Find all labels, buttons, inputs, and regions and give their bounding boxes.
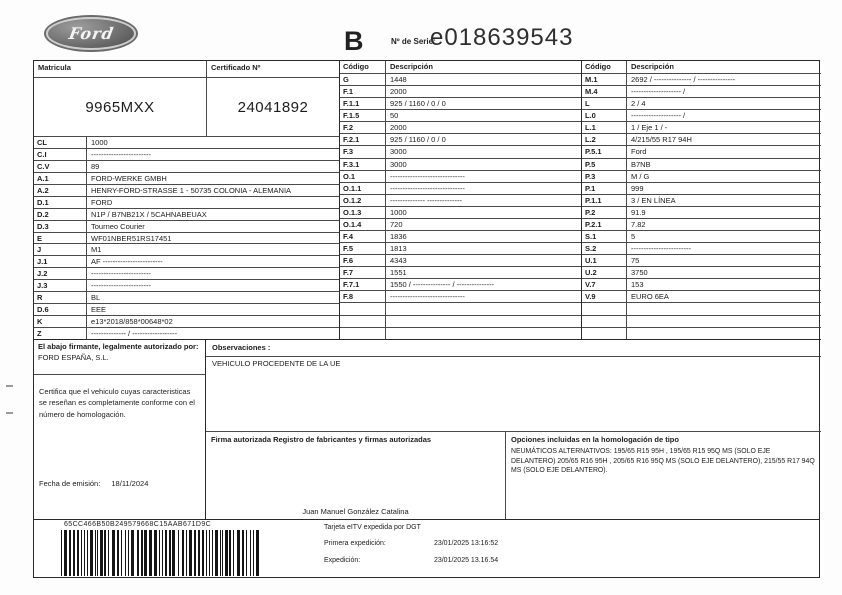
row-code: O.1.2 bbox=[340, 195, 386, 206]
row-code bbox=[340, 328, 386, 339]
table-row bbox=[34, 279, 339, 291]
row-value: -------------- / ------------------ bbox=[91, 329, 178, 338]
table-row bbox=[340, 194, 581, 206]
plate-header-row bbox=[34, 61, 339, 78]
table-row bbox=[340, 182, 581, 194]
serial-number-label: Nº de Serie: bbox=[391, 37, 436, 46]
primera-expedicion-value: 23/01/2025 13:16:52 bbox=[433, 540, 499, 547]
table-row bbox=[582, 206, 821, 218]
row-code: L.1 bbox=[582, 122, 627, 133]
row-value: 1000 bbox=[91, 138, 108, 147]
plate-value-row bbox=[34, 78, 339, 136]
table-row bbox=[34, 160, 339, 172]
row-value: 153 bbox=[631, 280, 644, 290]
row-value: 1 / Eje 1 / - bbox=[631, 123, 668, 133]
row-value: Ford bbox=[631, 147, 647, 157]
row-value: 2000 bbox=[390, 87, 407, 97]
expedicion-label: Expedición: bbox=[324, 557, 361, 564]
table-row bbox=[340, 170, 581, 182]
descripcion-header: Descripción bbox=[390, 62, 433, 71]
row-code: E bbox=[34, 233, 87, 244]
certificado-label: Certificado Nº bbox=[206, 61, 339, 77]
scan-mark bbox=[6, 385, 13, 387]
row-value: 999 bbox=[631, 183, 644, 193]
table-row bbox=[582, 302, 821, 314]
row-value: 3 / EN LÍNEA bbox=[631, 195, 676, 205]
row-value bbox=[627, 303, 821, 314]
middle-data-table bbox=[340, 73, 581, 339]
table-row bbox=[340, 266, 581, 278]
table-row bbox=[340, 218, 581, 230]
table-row bbox=[340, 278, 581, 290]
table-row bbox=[340, 242, 581, 254]
row-value: 3750 bbox=[631, 268, 648, 278]
table-row bbox=[340, 109, 581, 121]
row-code bbox=[582, 303, 627, 314]
row-code: P.1.1 bbox=[582, 195, 627, 206]
tarjeta-expedida-line: Tarjeta eITV expedida por DGT bbox=[324, 524, 421, 531]
observaciones-label: Observaciones : bbox=[206, 339, 821, 357]
table-row bbox=[582, 97, 821, 109]
expedicion-line bbox=[324, 557, 498, 564]
row-code: F.6 bbox=[340, 255, 386, 266]
row-code: CL bbox=[34, 137, 87, 148]
row-value: -------------- -------------- bbox=[390, 195, 463, 205]
authorized-signature-header: Firma autorizada Registro de fabricantes y firmas autorizadas bbox=[211, 435, 432, 444]
table-row bbox=[34, 208, 339, 220]
table-row bbox=[582, 254, 821, 266]
row-code: V.9 bbox=[582, 291, 627, 302]
observaciones-value: VEHICULO PROCEDENTE DE LA UE bbox=[212, 359, 341, 368]
row-code: O.1 bbox=[340, 171, 386, 182]
row-value: -------------------- / bbox=[631, 87, 686, 97]
row-value: 5 bbox=[631, 232, 636, 242]
row-code: U.2 bbox=[582, 267, 627, 278]
row-value bbox=[386, 303, 581, 314]
barcode bbox=[61, 530, 259, 576]
row-code: O.1.4 bbox=[340, 219, 386, 230]
row-value: 1000 bbox=[390, 207, 407, 217]
row-value: 720 bbox=[390, 219, 403, 229]
table-row bbox=[582, 194, 821, 206]
row-value: 89 bbox=[91, 161, 100, 171]
row-code: F.1.1 bbox=[340, 98, 386, 109]
middle-table-header bbox=[340, 61, 581, 73]
row-value: 3000 bbox=[390, 159, 407, 169]
right-data-section bbox=[581, 61, 821, 339]
table-row bbox=[340, 254, 581, 266]
table-row bbox=[340, 145, 581, 157]
table-row bbox=[582, 73, 821, 85]
options-text: NEUMÁTICOS ALTERNATIVOS: 195/65 R15 95H , 195/65 R15 95Q MS (SOLO EJE DELANTERO) 205/65 R16 95H , 205/65 R16 95Q MS (SOLO EJE DELANTERO), 215/55 R17 94Q MS (SOLO EJE DELANTERO). bbox=[511, 448, 815, 475]
row-value: 3000 bbox=[390, 147, 407, 157]
homologation-card bbox=[33, 60, 820, 578]
table-row bbox=[582, 242, 821, 254]
row-value: WF01NBER51RS17451 bbox=[91, 233, 172, 243]
row-code: L.0 bbox=[582, 110, 627, 121]
row-value bbox=[627, 316, 821, 327]
row-code: V.7 bbox=[582, 279, 627, 290]
row-code: U.1 bbox=[582, 255, 627, 266]
row-code: J.1 bbox=[34, 256, 87, 267]
type-approval-options-box bbox=[506, 431, 821, 519]
row-value: 7.82 bbox=[631, 219, 646, 229]
table-row bbox=[34, 196, 339, 208]
row-code: F.3 bbox=[340, 146, 386, 157]
row-code: C.V bbox=[34, 161, 87, 172]
row-code: A.2 bbox=[34, 185, 87, 196]
row-code bbox=[582, 316, 627, 327]
table-row bbox=[582, 278, 821, 290]
table-row bbox=[582, 133, 821, 145]
row-value: e13*2018/858*00648*02 bbox=[91, 317, 173, 327]
row-code: L.2 bbox=[582, 134, 627, 145]
row-value: 4/215/55 R17 94H bbox=[631, 135, 692, 145]
row-code: F.5 bbox=[340, 243, 386, 254]
table-row bbox=[340, 121, 581, 133]
row-code: J.2 bbox=[34, 268, 87, 279]
row-value: 925 / 1160 / 0 / 0 bbox=[390, 99, 446, 109]
options-header: Opciones incluidas en la homologación de tipo bbox=[511, 435, 679, 444]
table-row bbox=[582, 230, 821, 242]
signer-title: El abajo firmante, legalmente autorizado por: bbox=[38, 342, 199, 351]
table-row bbox=[340, 290, 581, 302]
row-code: P.5.1 bbox=[582, 146, 627, 157]
row-value bbox=[386, 328, 581, 339]
row-value: 75 bbox=[631, 256, 640, 266]
table-row bbox=[582, 109, 821, 121]
row-value: M / G bbox=[631, 171, 650, 181]
row-value: ------------------------ bbox=[91, 281, 151, 291]
row-value: 2000 bbox=[390, 123, 407, 133]
row-code: P.3 bbox=[582, 171, 627, 182]
row-value: -------------------- / bbox=[631, 111, 686, 121]
row-code: S.2 bbox=[582, 243, 627, 254]
row-code: O.1.1 bbox=[340, 183, 386, 194]
table-row bbox=[34, 148, 339, 160]
row-code: F.2.1 bbox=[340, 134, 386, 145]
emission-date-value: 18/11/2024 bbox=[111, 479, 149, 488]
row-code: M.4 bbox=[582, 86, 627, 97]
row-value: ------------------------------ bbox=[390, 292, 465, 302]
table-row bbox=[34, 220, 339, 232]
row-value: 50 bbox=[390, 111, 399, 121]
table-row bbox=[340, 230, 581, 242]
table-row bbox=[34, 184, 339, 196]
table-row bbox=[582, 218, 821, 230]
table-row bbox=[34, 267, 339, 279]
row-code: Z bbox=[34, 328, 87, 339]
row-code: F.7 bbox=[340, 267, 386, 278]
row-code: K bbox=[34, 316, 87, 327]
right-table-header bbox=[582, 61, 821, 73]
row-code: R bbox=[34, 292, 87, 303]
row-value: 91.9 bbox=[631, 207, 646, 217]
row-value: 2692 / --------------- / --------------- bbox=[631, 75, 736, 84]
row-value: ------------------------------ bbox=[390, 183, 465, 193]
matricula-label: Matricula bbox=[38, 63, 71, 72]
table-row bbox=[582, 85, 821, 97]
barcode-code-text: 65CC466B50B249579668C15AAB671D9C bbox=[64, 521, 212, 528]
matricula-value: 9965MXX bbox=[85, 98, 155, 116]
table-row bbox=[582, 315, 821, 327]
row-code: P.1 bbox=[582, 183, 627, 194]
row-code: F.4 bbox=[340, 231, 386, 242]
row-value: N1P / B7NB21X / 5CAHNABEUAX bbox=[91, 209, 207, 219]
signer-header bbox=[34, 340, 205, 375]
row-code: L bbox=[582, 98, 627, 109]
row-code: J.3 bbox=[34, 280, 87, 291]
left-data-table bbox=[34, 136, 339, 339]
row-code: G bbox=[340, 74, 386, 85]
ford-logo-text: Ford bbox=[67, 23, 116, 43]
table-row bbox=[34, 255, 339, 267]
barcode-section bbox=[34, 519, 819, 577]
table-row bbox=[34, 327, 339, 339]
middle-data-section bbox=[339, 61, 581, 339]
row-value: ------------------------------ bbox=[390, 171, 465, 181]
expedicion-value: 23/01/2025 13.16.54 bbox=[433, 557, 499, 564]
table-row bbox=[34, 172, 339, 184]
primera-expedicion-label: Primera expedición: bbox=[324, 540, 386, 547]
primera-expedicion-line bbox=[324, 540, 498, 547]
table-row bbox=[34, 291, 339, 303]
row-value: ------------------------ bbox=[91, 269, 151, 279]
row-code: D.1 bbox=[34, 197, 87, 208]
row-value: 2 / 4 bbox=[631, 99, 646, 109]
table-row bbox=[582, 290, 821, 302]
row-code: P.2.1 bbox=[582, 219, 627, 230]
row-code: F.8 bbox=[340, 291, 386, 302]
table-row bbox=[34, 243, 339, 255]
table-row bbox=[34, 315, 339, 327]
row-value: 925 / 1160 / 0 / 0 bbox=[390, 135, 446, 145]
table-row bbox=[34, 303, 339, 315]
ford-logo bbox=[46, 17, 136, 50]
row-value: ------------------------ bbox=[631, 244, 691, 254]
row-value: 1448 bbox=[390, 75, 407, 84]
section-letter: B bbox=[344, 26, 364, 56]
codigo-header: Código bbox=[582, 61, 627, 73]
signer-company: FORD ESPAÑA, S.L. bbox=[38, 352, 109, 362]
table-row bbox=[582, 182, 821, 194]
row-code: A.1 bbox=[34, 173, 87, 184]
row-code bbox=[340, 303, 386, 314]
row-code: F.3.1 bbox=[340, 159, 386, 170]
table-row bbox=[582, 266, 821, 278]
row-code: M.1 bbox=[582, 74, 627, 85]
certificado-value: 24041892 bbox=[206, 78, 339, 136]
table-row bbox=[582, 158, 821, 170]
table-row bbox=[340, 133, 581, 145]
row-value: 1551 bbox=[390, 268, 407, 278]
table-row bbox=[340, 73, 581, 85]
row-code bbox=[340, 316, 386, 327]
table-row bbox=[340, 302, 581, 314]
row-value: FORD-WERKE GMBH bbox=[91, 173, 167, 183]
serial-number-value: e018639543 bbox=[430, 24, 574, 51]
row-value: HENRY-FORD-STRASSE 1 - 50735 COLONIA - ALEMANIA bbox=[91, 185, 292, 195]
row-code: D.6 bbox=[34, 304, 87, 315]
table-row bbox=[582, 327, 821, 339]
scan-mark bbox=[6, 412, 13, 414]
row-code: O.1.3 bbox=[340, 207, 386, 218]
row-value bbox=[627, 328, 821, 339]
row-value: EURO 6EA bbox=[631, 292, 669, 302]
row-value: FORD bbox=[91, 197, 113, 207]
row-code bbox=[582, 328, 627, 339]
table-row bbox=[340, 327, 581, 339]
signature-name: Juan Manuel González Catalina bbox=[302, 507, 409, 516]
row-value: 1813 bbox=[390, 244, 407, 254]
row-code: F.7.1 bbox=[340, 279, 386, 290]
row-value: EEE bbox=[91, 305, 107, 315]
table-row bbox=[340, 158, 581, 170]
table-row bbox=[340, 206, 581, 218]
row-code: S.1 bbox=[582, 231, 627, 242]
table-row bbox=[582, 145, 821, 157]
row-value: M1 bbox=[91, 245, 102, 255]
row-code: D.3 bbox=[34, 221, 87, 232]
row-value: BL bbox=[91, 293, 101, 303]
row-value: ------------------------ bbox=[91, 149, 151, 159]
table-row bbox=[582, 170, 821, 182]
table-row bbox=[340, 97, 581, 109]
row-value: AF ------------------------ bbox=[91, 257, 163, 267]
row-value: 1550 / --------------- / --------------- bbox=[390, 280, 495, 290]
row-code: F.1 bbox=[340, 86, 386, 97]
row-code: F.2 bbox=[340, 122, 386, 133]
descripcion-header: Descripción bbox=[631, 62, 674, 71]
row-code: P.5 bbox=[582, 159, 627, 170]
certification-text: Certifica que el vehiculo cuyas caracteristicas se reseñan es completamente conforme con el número de homologación. bbox=[39, 387, 195, 419]
table-row bbox=[340, 85, 581, 97]
row-value: B7NB bbox=[631, 159, 651, 169]
row-value: 4343 bbox=[390, 256, 407, 266]
table-row bbox=[340, 315, 581, 327]
right-data-table bbox=[582, 73, 821, 339]
emission-date-label: Fecha de emisión: bbox=[39, 479, 101, 488]
row-code: F.1.5 bbox=[340, 110, 386, 121]
row-code: C.I bbox=[34, 149, 87, 160]
row-code: D.2 bbox=[34, 209, 87, 220]
row-code: J bbox=[34, 244, 87, 255]
row-value: Tourneo Courier bbox=[91, 221, 145, 231]
row-value bbox=[386, 316, 581, 327]
row-code: P.2 bbox=[582, 207, 627, 218]
authorized-signature-box bbox=[206, 431, 506, 519]
emission-date bbox=[39, 479, 148, 488]
row-value: 1836 bbox=[390, 232, 407, 242]
codigo-header: Código bbox=[340, 61, 386, 73]
table-row bbox=[582, 121, 821, 133]
signer-block bbox=[34, 339, 206, 519]
table-row bbox=[34, 232, 339, 244]
table-row bbox=[34, 136, 339, 148]
